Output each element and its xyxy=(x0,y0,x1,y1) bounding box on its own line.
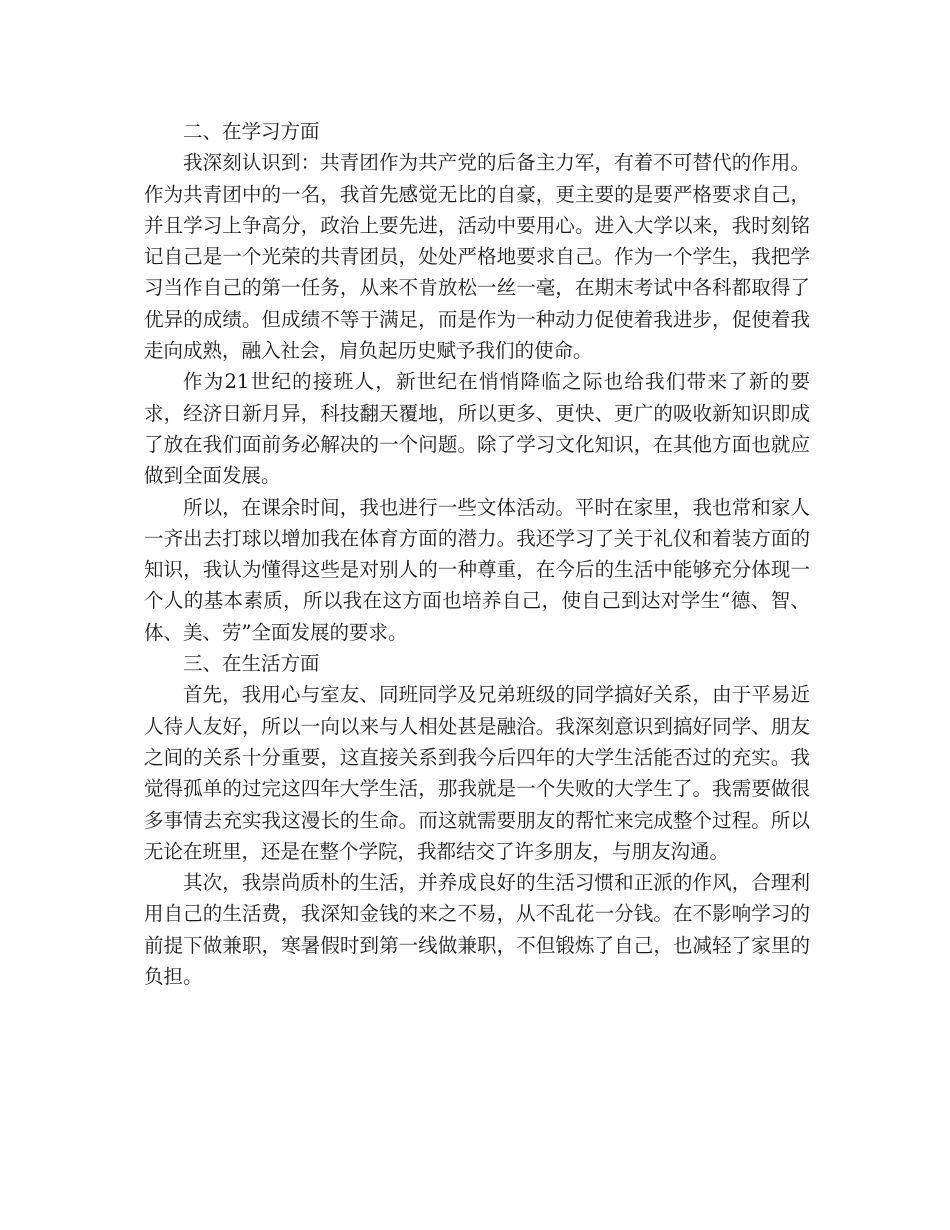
paragraph: 所以，在课余时间，我也进行一些文体活动。平时在家里，我也常和家人一齐出去打球以增加我在体育方面的潜力。我还学习了关于礼仪和着装方面的知识，我认为懂得这些是对别人的一种尊重，在今后的生活中能够充分体现一个人的基本素质，所以我在这方面也培养自己，使自己到达对学生“德、智、体、美、劳”全面发展的要求。 xyxy=(144,495,810,644)
section-heading-study: 二、在学习方面 xyxy=(183,120,320,143)
paragraph: 首先，我用心与室友、同班同学及兄弟班级的同学搞好关系，由于平易近人待人友好，所以一向以来与人相处甚是融洽。我深刻意识到搞好同学、朋友之间的关系十分重要，这直接关系到我今后四年的大学生活能否过的充实。我觉得孤单的过完这四年大学生活，那我就是一个失败的大学生了。我需要做很多事情去充实我这漫长的生命。而这就需要朋友的帮忙来完成整个过程。所以无论在班里，还是在整个学院，我都结交了许多朋友，与朋友沟通。 xyxy=(144,683,810,863)
section-heading-life: 三、在生活方面 xyxy=(183,652,320,676)
paragraph: 作为21世纪的接班人，新世纪在悄悄降临之际也给我们带来了新的要求，经济日新月异，科技翻天覆地，所以更多、更快、更广的吸收新知识即成了放在我们面前务必解决的一个问题。除了学习文化知识，在其他方面也就应做到全面发展。 xyxy=(144,370,810,488)
paragraph: 我深刻认识到：共青团作为共产党的后备主力军，有着不可替代的作用。作为共青团中的一名，我首先感觉无比的自豪，更主要的是要严格要求自己，并且学习上争高分，政治上要先进，活动中要用心。进入大学以来，我时刻铭记自己是一个光荣的共青团员，处处严格地要求自己。作为一个学生，我把学习当作自己的第一任务，从来不肯放松一丝一毫，在期末考试中各科都取得了优异的成绩。但成绩不等于满足，而是作为一种动力促使着我进步，促使着我走向成熟，融入社会，肩负起历史赋予我们的使命。 xyxy=(144,151,810,363)
document-body xyxy=(144,116,810,992)
paragraph: 其次，我崇尚质朴的生活，并养成良好的生活习惯和正派的作风，合理利用自己的生活费，我深知金钱的来之不易，从不乱花一分钱。在不影响学习的前提下做兼职，寒暑假时到第一线做兼职，不但锻炼了自己，也减轻了家里的负担。 xyxy=(144,871,810,989)
